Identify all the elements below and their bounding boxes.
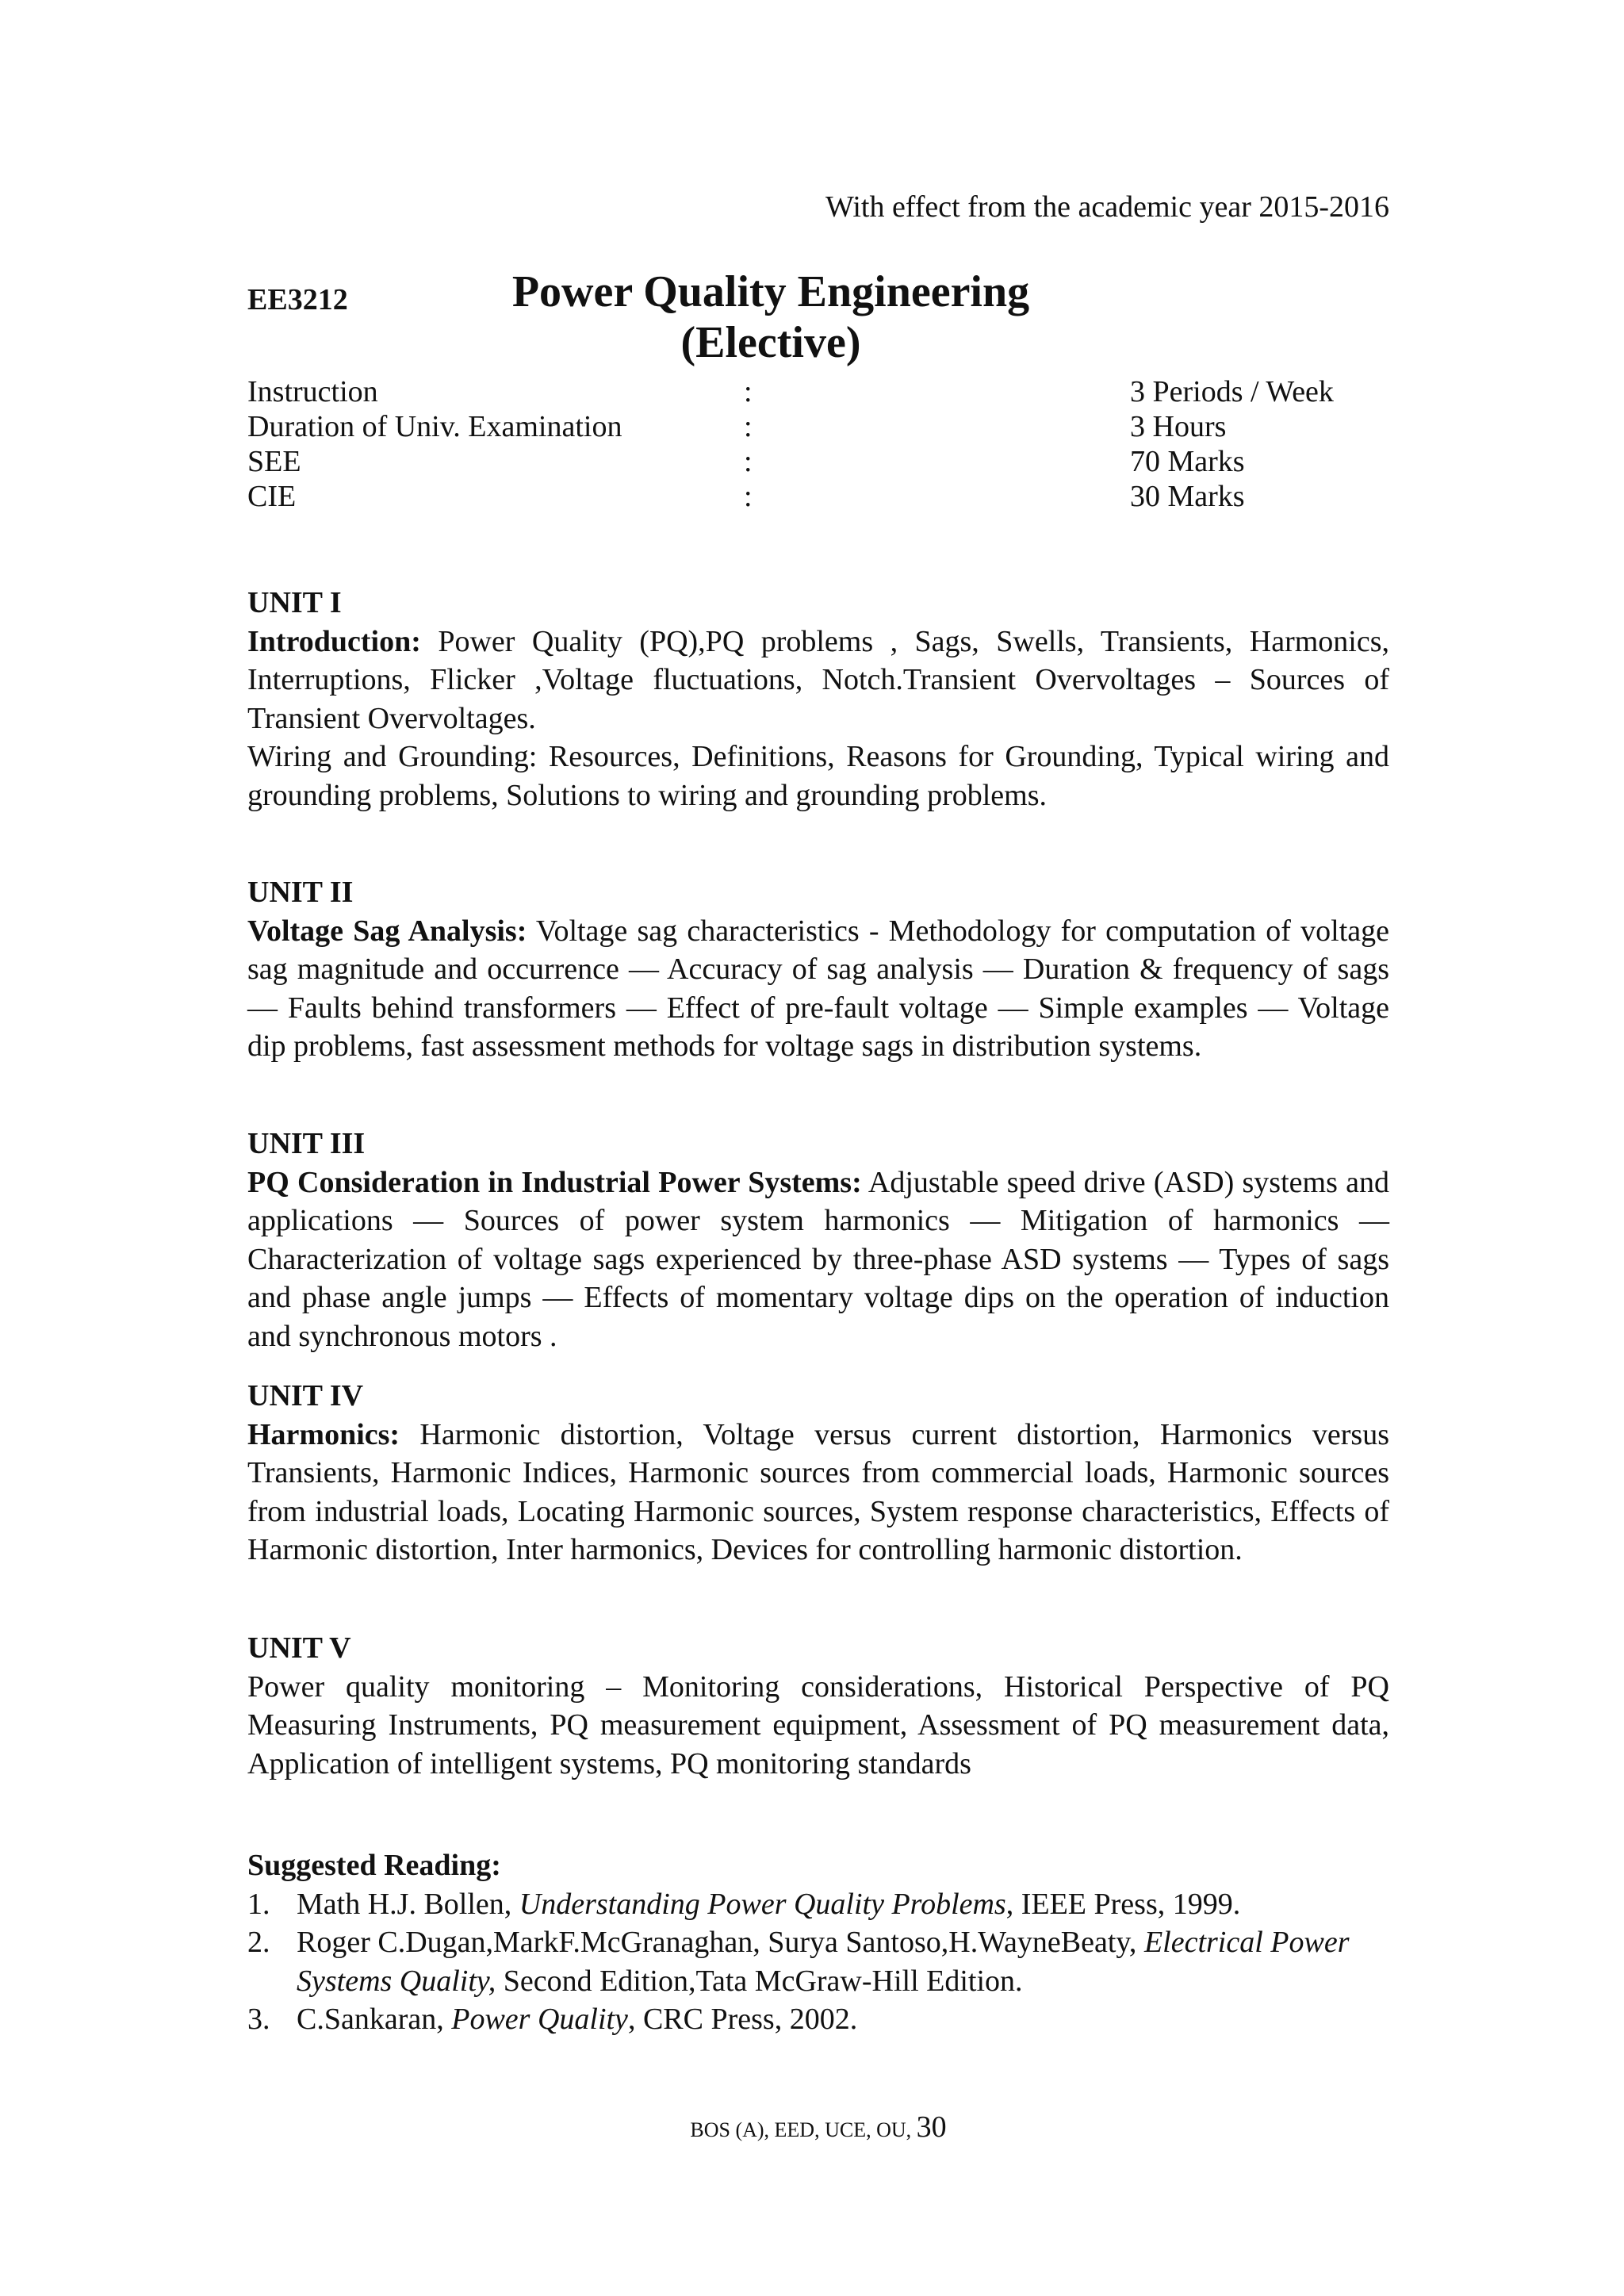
reading-title: Understanding Power Quality Problems xyxy=(519,1887,1006,1921)
reading-author: C.Sankaran, xyxy=(297,2003,452,2036)
reading-publisher: Second Edition,Tata McGraw-Hill Edition. xyxy=(496,1964,1023,1998)
reading-list xyxy=(247,1885,1389,2039)
course-title xyxy=(343,266,1199,368)
reading-number: 3. xyxy=(247,2003,270,2036)
reading-publisher: , CRC Press, 2002. xyxy=(627,2003,858,2036)
course-meta-table xyxy=(247,374,1389,514)
title-line-1: Power Quality Engineering xyxy=(511,267,1030,316)
course-code: EE3212 xyxy=(247,283,348,316)
unit-heading: UNIT IV xyxy=(247,1379,364,1412)
effect-text: With effect from the academic year 2015-2016 xyxy=(825,190,1389,224)
unit-5-body: Power quality monitoring – Monitoring considerations, Historical Perspective of PQ Measuring Instruments, PQ measurement equipment, Assessment of PQ measurement data, Application of intelligent systems, PQ monitoring standards xyxy=(247,1669,1389,1780)
meta-value: 3 Periods / Week xyxy=(1130,375,1334,408)
unit-2-section xyxy=(247,873,1389,1066)
meta-colon: : xyxy=(744,480,753,513)
meta-value: 30 Marks xyxy=(1130,480,1245,513)
unit-1-intro xyxy=(247,623,1389,738)
unit-1-grounding: Wiring and Grounding: Resources, Definitions, Reasons for Grounding, Typical wiring and grounding problems, Solutions to wiring and grounding problems. xyxy=(247,740,1389,812)
reading-item xyxy=(247,1885,1389,1924)
reading-number: 1. xyxy=(247,1887,270,1921)
unit-text: Voltage sag characteristics - Methodology for computation of voltage sag magnitude and occurrence — Accuracy of sag analysis — Duration & frequency of sags — Faults behind transformers — Effect of pre-fault voltage — Simple examples — Voltage dip problems, fast assessment methods for voltage sags in distribution systems. xyxy=(247,914,1389,1063)
reading-item xyxy=(247,2000,1389,2039)
unit-heading: UNIT I xyxy=(247,586,342,619)
unit-text: Adjustable speed drive (ASD) systems and applications — Sources of power system harmonics — Mitigation of harmonics — Characterization of voltage sags experienced by three-phase ASD systems — Types of sags and phase angle jumps — Effects of momentary voltage dips on the operation of induction and synchronous motors . xyxy=(247,1165,1389,1353)
footer-text: BOS (A), EED, UCE, OU, xyxy=(690,2118,912,2141)
unit-heading: UNIT II xyxy=(247,876,354,909)
meta-key: Instruction xyxy=(247,375,378,408)
meta-row-duration xyxy=(247,409,1389,444)
meta-row-cie xyxy=(247,479,1389,514)
meta-key: CIE xyxy=(247,480,297,513)
unit-lead: PQ Consideration in Industrial Power Systems: xyxy=(247,1165,862,1199)
unit-5-section xyxy=(247,1629,1389,1783)
unit-text: Power Quality (PQ),PQ problems , Sags, Swells, Transients, Harmonics, Interruptions, Flicker ,Voltage fluctuations, Notch.Transient Overvoltages – Sources of Transient Overvoltages. xyxy=(247,624,1389,735)
meta-key: Duration of Univ. Examination xyxy=(247,410,622,443)
syllabus-page xyxy=(247,0,1389,2296)
unit-heading: UNIT V xyxy=(247,1631,351,1665)
meta-key: SEE xyxy=(247,445,301,478)
reading-title: Power Quality xyxy=(451,2003,628,2036)
meta-value: 70 Marks xyxy=(1130,445,1245,478)
unit-4-body xyxy=(247,1416,1389,1570)
unit-4-section xyxy=(247,1377,1389,1570)
meta-row-see xyxy=(247,444,1389,479)
unit-1-section xyxy=(247,584,1389,815)
reading-author: Roger C.Dugan,MarkF.McGranaghan, Surya Santoso,H.WayneBeaty, xyxy=(297,1926,1144,1959)
meta-colon: : xyxy=(744,375,753,408)
reading-heading: Suggested Reading: xyxy=(247,1849,501,1882)
unit-3-body xyxy=(247,1163,1389,1356)
title-line-2: (Elective) xyxy=(680,318,861,367)
reading-item xyxy=(247,1923,1389,2000)
meta-row-instruction xyxy=(247,374,1389,409)
page-number: 30 xyxy=(916,2110,947,2144)
unit-2-body xyxy=(247,912,1389,1066)
meta-value: 3 Hours xyxy=(1130,410,1227,443)
page-footer xyxy=(247,2110,1389,2145)
unit-lead: Voltage Sag Analysis: xyxy=(247,914,527,948)
unit-lead: Introduction: xyxy=(247,624,421,658)
reading-publisher: , IEEE Press, 1999. xyxy=(1005,1887,1241,1921)
reading-author: Math H.J. Bollen, xyxy=(297,1887,519,1921)
meta-colon: : xyxy=(744,445,753,478)
unit-3-section xyxy=(247,1125,1389,1355)
unit-text: Harmonic distortion, Voltage versus current distortion, Harmonics versus Transients, Harmonic Indices, Harmonic sources from commercial loads, Harmonic sources from industrial loads, Locating Harmonic sources, System response characteristics, Effects of Harmonic distortion, Inter harmonics, Devices for controlling harmonic distortion. xyxy=(247,1417,1389,1566)
unit-heading: UNIT III xyxy=(247,1127,366,1160)
unit-lead: Harmonics: xyxy=(247,1417,400,1451)
meta-colon: : xyxy=(744,410,753,443)
reading-title: Electrical Power Systems Quality, xyxy=(297,1926,1350,1998)
reading-number: 2. xyxy=(247,1926,270,1959)
suggested-reading xyxy=(247,1846,1389,2039)
